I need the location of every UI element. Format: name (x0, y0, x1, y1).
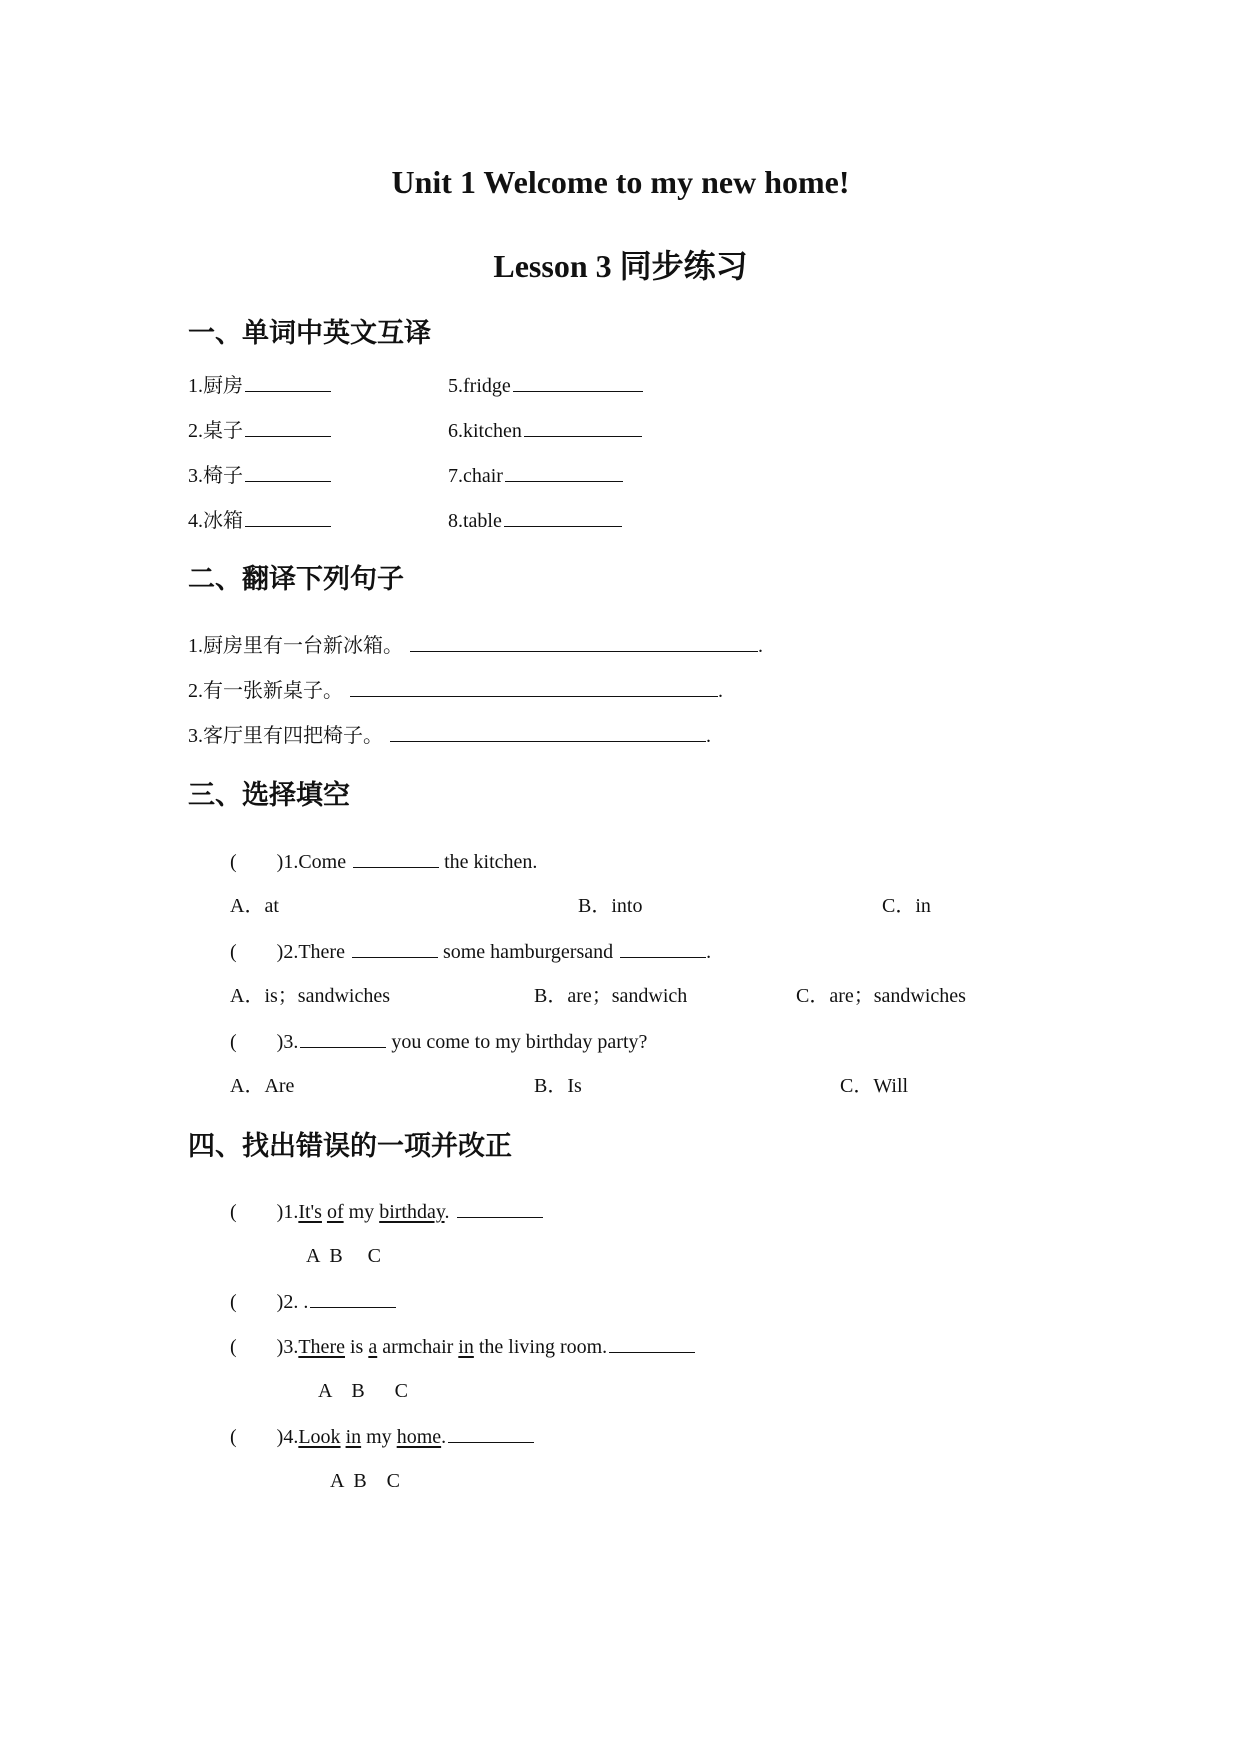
section2-heading: 二、翻译下列句子 (188, 564, 404, 595)
option-c[interactable]: C．in (882, 895, 931, 917)
option-c[interactable]: C．are；sandwiches (796, 985, 966, 1007)
vocab-item: 2.桌子 (188, 416, 331, 445)
answer-blank[interactable] (350, 676, 718, 697)
sentence-item: 2.有一张新桌子。 . (188, 676, 723, 705)
answer-blank[interactable] (524, 416, 642, 437)
error-question: ( )4.Look in my home. (230, 1422, 534, 1451)
vocab-item: 8.table (448, 506, 622, 535)
error-question: ( )1.It's of my birthday. (230, 1197, 543, 1226)
page-title: Unit 1 Welcome to my new home! (391, 164, 850, 200)
option-a[interactable]: A．at (230, 895, 279, 917)
option-a[interactable]: A．Are (230, 1075, 295, 1097)
error-question: ( )3.There is a armchair in the living room. (230, 1332, 695, 1361)
answer-blank[interactable] (504, 506, 622, 527)
question-line: ( )2.There some hamburgersand . (230, 937, 711, 966)
answer-blank[interactable] (448, 1422, 534, 1443)
section3-heading: 三、选择填空 (188, 780, 350, 811)
answer-blank[interactable] (352, 937, 438, 958)
vocab-item: 7.chair (448, 461, 623, 490)
option-b[interactable]: B．are；sandwich (534, 985, 688, 1007)
answer-blank[interactable] (353, 847, 439, 868)
sentence-item: 1.厨房里有一台新冰箱。 . (188, 631, 763, 660)
section4-heading: 四、找出错误的一项并改正 (188, 1131, 512, 1162)
vocab-item: 1.厨房 (188, 371, 331, 400)
option-b[interactable]: B．into (578, 895, 643, 917)
choice-letters: A B C (318, 1380, 409, 1402)
error-question: ( )2. . (230, 1287, 396, 1316)
option-a[interactable]: A．is；sandwiches (230, 985, 390, 1007)
vocab-item: 3.椅子 (188, 461, 331, 490)
answer-blank[interactable] (620, 937, 706, 958)
answer-blank[interactable] (310, 1287, 396, 1308)
answer-blank[interactable] (505, 461, 623, 482)
section1-heading: 一、单词中英文互译 (188, 318, 431, 349)
sentence-item: 3.客厅里有四把椅子。 . (188, 721, 711, 750)
answer-blank[interactable] (410, 631, 758, 652)
answer-blank[interactable] (609, 1332, 695, 1353)
answer-blank[interactable] (300, 1027, 386, 1048)
choice-letters: A B C (330, 1470, 401, 1492)
answer-blank[interactable] (457, 1197, 543, 1218)
answer-blank[interactable] (390, 721, 706, 742)
option-b[interactable]: B．Is (534, 1075, 582, 1097)
vocab-item: 5.fridge (448, 371, 643, 400)
answer-blank[interactable] (245, 461, 331, 482)
answer-blank[interactable] (245, 416, 331, 437)
question-line: ( )1.Come the kitchen. (230, 847, 537, 876)
choice-letters: A B C (306, 1245, 382, 1267)
answer-blank[interactable] (245, 506, 331, 527)
vocab-item: 4.冰箱 (188, 506, 331, 535)
page-subtitle: Lesson 3 同步练习 (493, 248, 748, 284)
option-c[interactable]: C．Will (840, 1075, 909, 1097)
answer-blank[interactable] (513, 371, 643, 392)
question-line: ( )3. you come to my birthday party? (230, 1027, 647, 1056)
answer-blank[interactable] (245, 371, 331, 392)
vocab-item: 6.kitchen (448, 416, 642, 445)
